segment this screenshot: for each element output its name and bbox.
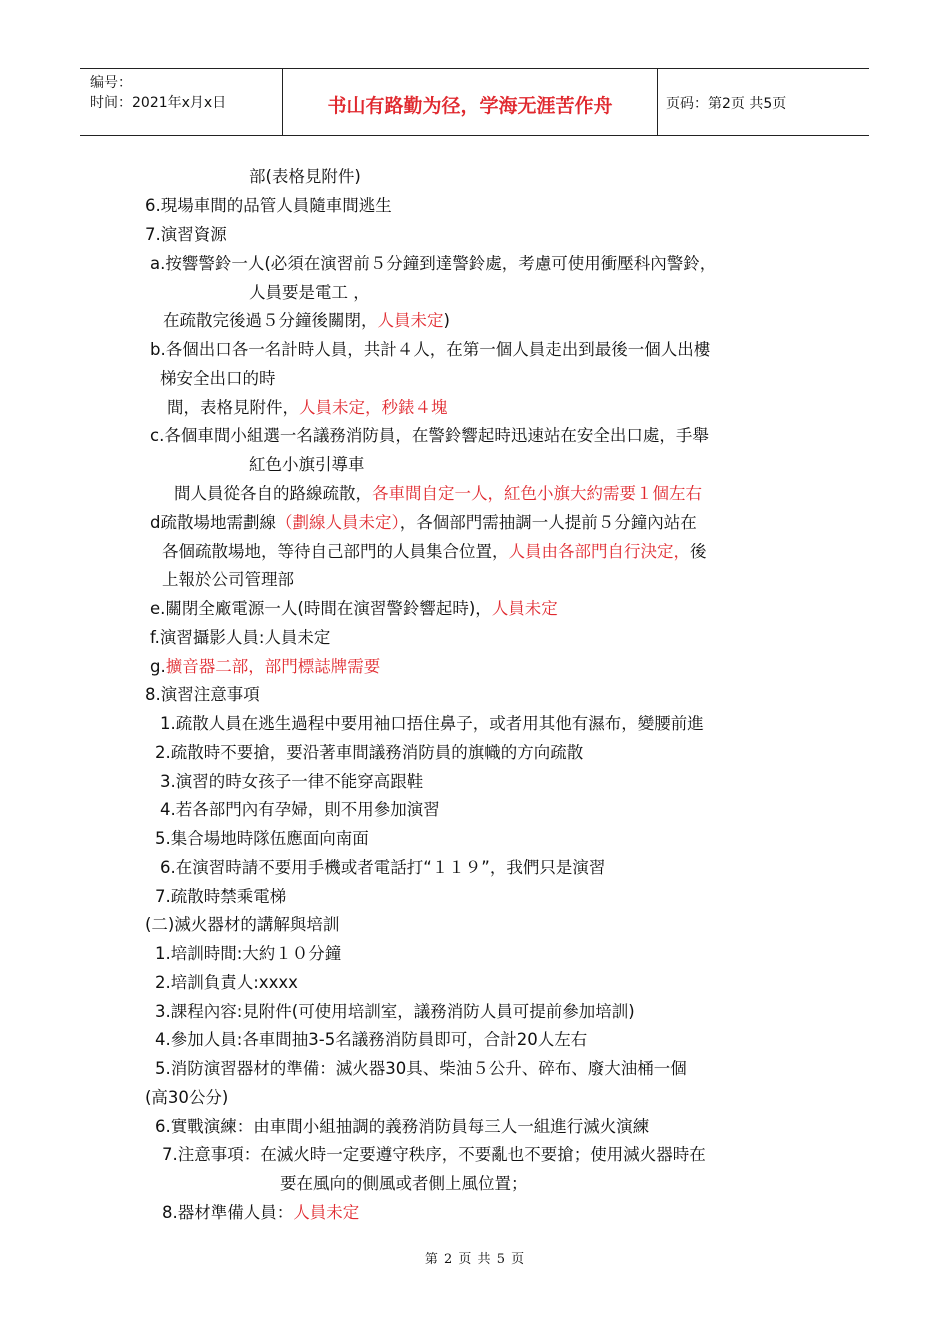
- list-item: 7.疏散時禁乘電梯: [155, 887, 287, 906]
- text-line: 各個疏散場地，等待自己部門的人員集合位置，人員由各部門自行決定，後: [162, 542, 707, 561]
- list-item: a.按響警鈴一人(必須在演習前５分鐘到達警鈴處，考慮可使用衝壓科內警鈴，: [150, 254, 717, 273]
- highlight-text: 人員未定: [491, 599, 558, 618]
- list-item: 6.在演習時請不要用手機或者電話打“１１９”，我們只是演習: [160, 858, 606, 877]
- highlight-text: 人員未定: [293, 1203, 360, 1222]
- list-item: 2.培訓負責人:xxxx: [155, 973, 298, 992]
- list-item: 1.疏散人員在逃生過程中要用袖口捂住鼻子，或者用其他有濕布，變腰前進: [160, 714, 704, 733]
- text-line: 人員要是電工 ，: [249, 283, 370, 302]
- text-line: 梯安全出口的時: [160, 369, 276, 388]
- text-line: (高30公分): [145, 1088, 229, 1107]
- list-item: c.各個車間小組選一名議務消防員，在警鈴響起時迅速站在安全出口處，手舉: [150, 426, 709, 445]
- list-item: 3.課程內容:見附件(可使用培訓室，議務消防人員可提前參加培訓): [155, 1002, 635, 1021]
- section-heading: 7.演習資源: [145, 225, 227, 244]
- motto: 书山有路勤为径，学海无涯苦作舟: [327, 95, 613, 117]
- text-line: 上報於公司管理部: [162, 570, 294, 589]
- document-date: 时间：2021年x月x日: [90, 95, 227, 111]
- page-header: [80, 68, 869, 136]
- document-number: 编号：: [90, 75, 132, 91]
- text-line: 要在風向的側風或者側上風位置；: [280, 1174, 528, 1193]
- highlight-text: （劃線人員未定）: [275, 513, 400, 532]
- list-item: 8.器材準備人員：人員未定: [162, 1203, 360, 1222]
- list-item: 4.若各部門內有孕婦，則不用參加演習: [160, 800, 440, 819]
- highlight-text: 人員由各部門自行決定，: [508, 542, 690, 561]
- list-item: f.演習攝影人員:人員未定: [150, 628, 331, 647]
- section-heading: (二)滅火器材的講解與培訓: [145, 915, 340, 934]
- list-item: 6.實戰演練：由車間小組抽調的義務消防員每三人一組進行滅火演練: [155, 1117, 650, 1136]
- highlight-text: 各車間自定一人，紅色小旗大約需要１個左右: [372, 484, 702, 503]
- text-line: 紅色小旗引導車: [249, 455, 365, 474]
- list-item: e.關閉全廠電源一人(時間在演習警鈴響起時)，人員未定: [150, 599, 558, 618]
- text-line: 在疏散完後過５分鐘後關閉，人員未定): [163, 311, 450, 330]
- list-item: b.各個出口各一名計時人員，共計４人，在第一個人員走出到最後一個人出樓: [150, 340, 711, 359]
- list-item: 1.培訓時間:大約１０分鐘: [155, 944, 342, 963]
- text-line: 部(表格見附件): [249, 167, 361, 186]
- header-meta: [80, 69, 283, 135]
- list-item: 7.注意事項：在滅火時一定要遵守秩序，不要亂也不要搶；使用滅火器時在: [162, 1145, 706, 1164]
- header-page-number: 页码：第2页 共5页: [666, 96, 787, 112]
- highlight-text: 人員未定，秒錶４塊: [299, 398, 448, 417]
- highlight-text: 擴音器二部，部門標誌牌需要: [165, 657, 381, 676]
- list-item: 3.演習的時女孩子一律不能穿高跟鞋: [160, 772, 424, 791]
- highlight-text: 人員未定: [377, 311, 444, 330]
- list-item: 5.集合場地時隊伍應面向南面: [155, 829, 369, 848]
- list-item: 4.參加人員:各車間抽3-5名議務消防員即可，合計20人左右: [155, 1030, 588, 1049]
- list-item: 6.現場車間的品管人員隨車間逃生: [145, 196, 392, 215]
- text-line: 間人員從各自的路線疏散，各車間自定一人，紅色小旗大約需要１個左右: [174, 484, 702, 503]
- list-item: 5.消防演習器材的準備：滅火器30具、柴油５公升、碎布、廢大油桶一個: [155, 1059, 687, 1078]
- list-item: d疏散場地需劃線（劃線人員未定），各個部門需抽調一人提前５分鐘內站在: [150, 513, 697, 532]
- list-item: g.擴音器二部，部門標誌牌需要: [150, 657, 381, 676]
- header-motto-cell: [283, 69, 658, 135]
- text-line: 間，表格見附件，人員未定，秒錶４塊: [167, 398, 448, 417]
- list-item: 2.疏散時不要搶，要沿著車間議務消防員的旗幟的方向疏散: [155, 743, 584, 762]
- page-footer: 第 2 页 共 5 页: [424, 1252, 526, 1267]
- section-heading: 8.演習注意事項: [145, 685, 260, 704]
